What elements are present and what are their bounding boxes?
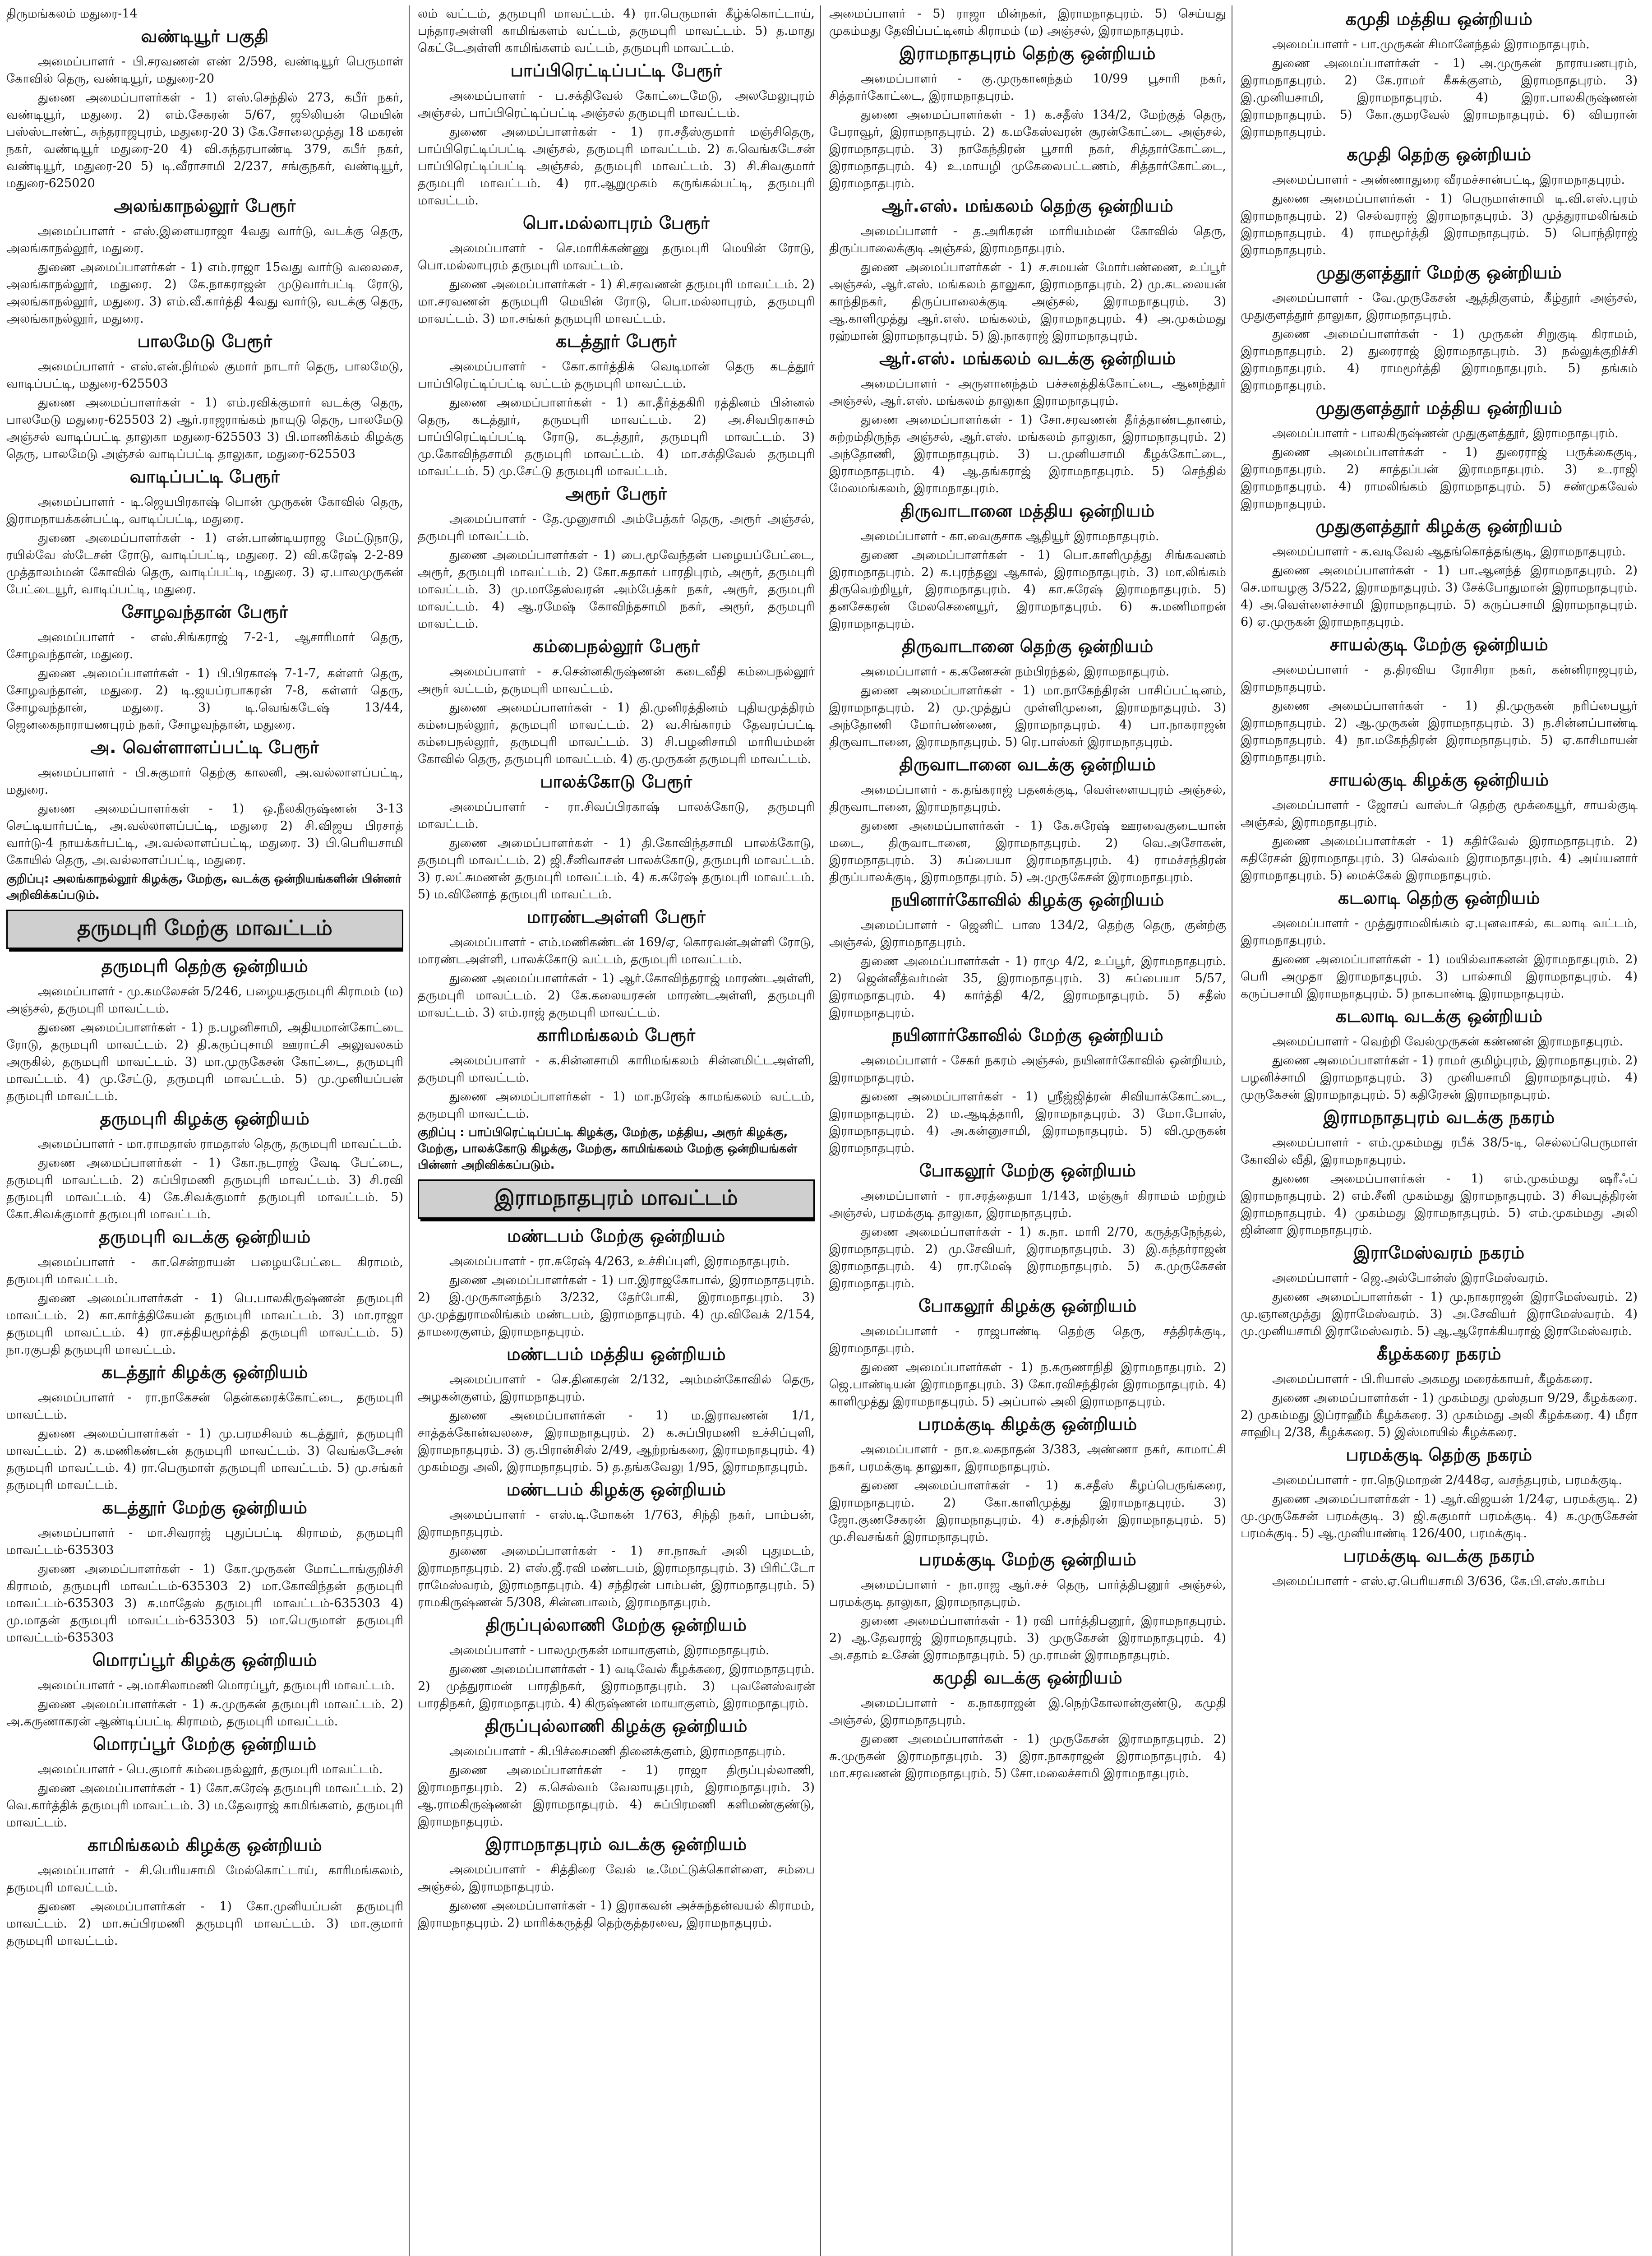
- member-paragraph: துணை அமைப்பாளர்கள் - 1) எஸ்.செந்தில் 273, கபீர் நகர், வண்டியூர், மதுரை. 2) எம்.சேகரன் 5/67, ஜூலியன் மெயின் பஸ்ஸ்டாண்ட், சுந்தராஜபுரம், மதுரை-20 3) கே.சோலைமுத்து 18 மகரன் நகர், வண்டியூர் மதுரை-20 4) வி.சுந்தரபாண்டி 379, கபீர் நகர், வண்டியூர், மதுரை-20 5) டி.வீராசாமி 2/237, சங்குநகர், வண்டியூர், மதுரை-625020: [6, 91, 403, 190]
- section-heading: கடத்தூர் பேரூர்: [556, 331, 677, 351]
- section-heading: காரிமங்கலம் பேரூர்: [537, 1025, 696, 1045]
- member-paragraph: அமைப்பாளர் - எஸ்.இளையராஜா 4வது வார்டு, வடக்கு தெரு, அலங்காநல்லூர், மதுரை.: [6, 224, 403, 255]
- section-heading: பாலக்கோடு பேரூர்: [540, 772, 692, 791]
- member-paragraph: அமைப்பாளர் - அருளானந்தம் பச்சனத்திக்கோட்டை, ஆனந்தூர் அஞ்சல், ஆர்.எஸ். மங்கலம் தாலுகா இராமநாதபுரம்.: [829, 377, 1226, 408]
- member-paragraph: அமைப்பாளர் - கோ.கார்த்திக் வெடிமான் தெரு கடத்தூர் பாப்பிரெட்டிப்பட்டி வட்டம் தருமபுரி மாவட்டம்.: [418, 360, 815, 391]
- member-paragraph: அமைப்பாளர் - பா.முருகன் சிமானேந்தல் இராமநாதபுரம்.: [1272, 37, 1590, 51]
- section-heading: முதுகுளத்தூர் கிழக்கு ஒன்றியம்: [1315, 516, 1563, 536]
- member-paragraph: துணை அமைப்பாளர்கள் - 1) மு.பரமசிவம் கடத்தூர், தருமபுரி மாவட்டம். 2) க.மணிகண்டன் தருமபுரி மாவட்டம். 3) வெங்கடேசன் தருமபுரி மாவட்டம். 4) ரா.பெருமாள் தருமபுரி மாவட்டம். 5) மு.சங்கர் தருமபுரி மாவட்டம்.: [6, 1427, 403, 1492]
- note-text: குறிப்பு : பாப்பிரெட்டிப்பட்டி கிழக்கு, மேற்கு, மத்திய, அரூர் கிழக்கு, மேற்கு, பாலக்கோடு கிழக்கு, மேற்கு, காமிங்கலம் மேற்கு ஒன்றியங்கள் பின்னர் அறிவிக்கப்படும்.: [418, 1126, 798, 1172]
- section-heading: பரமக்குடி மேற்கு ஒன்றியம்: [918, 1549, 1137, 1569]
- member-paragraph: துணை அமைப்பாளர்கள் - 1) பை.மூவேந்தன் பழையப்பேட்டை, அரூர், தருமபுரி மாவட்டம். 2) கோ.சுதாகர் பாரதிபுரம், அரூர், தருமபுரி மாவட்டம். 3) மு.மாதேஸ்வரன் அம்பேத்கர் நகர், அரூர், தருமபுரி மாவட்டம். 4) ஆ.ரமேஷ் கோவிந்தசாமி நகர், அரூர், தருமபுரி மாவட்டம்.: [418, 548, 815, 631]
- member-paragraph: அமைப்பாளர் - ஜெனிட் பாஸ 134/2, தெற்கு தெரு, குன்ற்கு அஞ்சல், இராமநாதபுரம்.: [829, 918, 1226, 949]
- member-paragraph: அமைப்பாளர் - கா.சென்றாயன் பழையபேட்டை கிராமம், தருமபுரி மாவட்டம்.: [6, 1255, 403, 1286]
- section-heading: போகலூர் மேற்கு ஒன்றியம்: [919, 1160, 1136, 1180]
- member-paragraph: அமைப்பாளர் - ரா.நாகேசன் தென்கரைக்கோட்டை, தருமபுரி மாவட்டம்.: [6, 1391, 403, 1422]
- member-paragraph: அமைப்பாளர் - பி.சரவணன் எண் 2/598, வண்டியூர் பெருமாள் கோவில் தெரு, வண்டியூர், மதுரை-20: [6, 55, 403, 86]
- member-paragraph: துணை அமைப்பாளர்கள் - 1) ராஜா திருப்புல்லாணி, இராமநாதபுரம். 2) க.செல்வம் வேலாயுதபுரம், இராமநாதபுரம். 3) ஆ.ராமகிருஷ்ணன் இராமநாதபுரம். 4) சுப்பிரமணி களிமண்குண்டு, இராமநாதபுரம்.: [418, 1763, 815, 1829]
- member-paragraph: துணை அமைப்பாளர்கள் - 1) பொ.காளிமுத்து சிங்கவனம் இராமநாதபுரம். 2) க.புரந்தனு ஆகால், இராமநாதபுரம். 3) மா.லிங்கம் திருவெற்றியூர், இராமநாதபுரம். 4) கா.சுரேஷ் இராமநாதபுரம். 5) தனசேகரன் மேலசெனையூர், இராமநாதபுரம். 6) சு.மணிமாறன் இராமநாதபுரம்.: [829, 548, 1226, 631]
- section-heading: இராமநாதபுரம் வடக்கு ஒன்றியம்: [485, 1834, 747, 1854]
- member-paragraph: துணை அமைப்பாளர்கள் - 1) கோ.நடராஜ் வேடி பேட்டை, தருமபுரி மாவட்டம். 2) சுப்பிரமணி தருமபுரி மாவட்டம். 3) சி.ரவி தருமபுரி மாவட்டம். 4) கே.சிவக்குமார் தருமபுரி மாவட்டம். 5) கோ.சிவக்குமார் தருமபுரி மாவட்டம்.: [6, 1156, 403, 1221]
- section-heading: தருமபுரி கிழக்கு ஒன்றியம்: [100, 1109, 310, 1128]
- section-heading: கடலாடி வடக்கு ஒன்றியம்: [1335, 1006, 1543, 1026]
- member-paragraph: துணை அமைப்பாளர்கள் - 1) மா.நாகேந்திரன் பாசிப்பட்டினம், இராமநாதபுரம். 2) மு.முத்துப் முள்ளிமுனை, இராமநாதபுரம். 3) அந்தோணி மோர்பண்ணை, இராமநாதபுரம். 4) பா.நாகராஜன் திருவாடானை, இராமநாதபுரம். 5) ரெ.பாஸ்கர் இராமநாதபுரம்.: [829, 684, 1226, 749]
- district-banner: தருமபுரி மேற்கு மாவட்டம்: [6, 910, 403, 949]
- member-paragraph: துணை அமைப்பாளர்கள் - 1) ந.பழனிசாமி, அதியமான்கோட்டை ரோடு, தருமபுரி மாவட்டம். 2) தி.கருப்புசாமி ஊராட்சி அலுவலகம் அருகில், தருமபுரி மாவட்டம். 3) மா.முருகேசன் கோட்டை, தருமபுரி மாவட்டம். 4) மு.சேட்டு, தருமபுரி மாவட்டம். 5) மு.முனியப்பன் தருமபுரி மாவட்டம்.: [6, 1021, 403, 1103]
- section-heading: கடலாடி தெற்கு ஒன்றியம்: [1338, 888, 1540, 908]
- member-paragraph: அமைப்பாளர் - முத்துராமலிங்கம் ஏ.புனவாசல், கடலாடி வட்டம், இராமநாதபுரம்.: [1241, 916, 1638, 948]
- member-paragraph: துணை அமைப்பாளர்கள் - 1) எம்.முகம்மது ஷரீஃப் இராமநாதபுரம். 2) எம்.சீனி முகம்மது இராமநாதபுரம். 3) சிவபுத்திரன் இராமநாதபுரம். 4) முகம்மது இராமநாதபுரம். 5) எம்.முகம்மது அலி ஜின்னா இராமநாதபுரம்.: [1241, 1172, 1638, 1237]
- member-paragraph: அமைப்பாளர் - எஸ்.ஏ.பெரியசாமி 3/636, கே.பி.எஸ்.காம்ப: [1272, 1574, 1605, 1588]
- column-4: [1241, 5, 1638, 2256]
- member-paragraph: அமைப்பாளர் - எஸ்.என்.நிர்மல் குமார் நாடார் தெரு, பாலமேடு, வாடிப்பட்டி, மதுரை-625503: [6, 360, 403, 391]
- member-paragraph: துணை அமைப்பாளர்கள் - 1) மா.நரேஷ் காமங்கலம் வட்டம், தருமபுரி மாவட்டம்.: [418, 1090, 815, 1121]
- member-paragraph: துணை அமைப்பாளர்கள் - 1) தி.முனிரத்தினம் புதியமுத்திரம் கம்பைநல்லூர், தருமபுரி மாவட்டம். 2) வ.சிங்காரம் தேவரப்பட்டி கம்பைநல்லூர், தருமபுரி மாவட்டம். 3) சி.பழனிசாமி மாரியம்மன் கோவில் தெரு, தருமபுரி மாவட்டம். 4) கு.முருகன் தருமபுரி மாவட்டம்.: [418, 701, 815, 766]
- member-paragraph: துணை அமைப்பாளர்கள் - 1) ச.சமயன் மோர்பண்ணை, உப்பூர் அஞ்சல், ஆர்.எஸ். மங்கலம் தாலுகா, இராமநாதபுரம். 2) மு.கடலையன் காந்திநகர், திருப்பாலைக்குடி அஞ்சல், இராமநாதபுரம். 3) ஆ.காளிமுத்து ஆர்.எஸ். மங்கலம், இராமநாதபுரம். 4) அ.முகம்மது ரஹ்மான் இராமநாதபுரம். 5) இ.நாகராஜ் இராமநாதபுரம்.: [829, 260, 1226, 343]
- member-paragraph: அமைப்பாளர் - ச.சென்னகிருஷ்ணன் கடைவீதி கம்பைநல்லூர் அரூர் வட்டம், தருமபுரி மாவட்டம்.: [418, 665, 815, 696]
- section-heading: அரூர் பேரூர்: [565, 484, 667, 504]
- member-paragraph: துணை அமைப்பாளர்கள் - 1) சு.நா. மாரி 2/70, கருத்தநேந்தல், இராமநாதபுரம். 2) மு.சேவியர், இராமநாதபுரம். 3) இ.சுந்தர்ராஜன் இராமநாதபுரம். 4) ரா.ரமேஷ் இராமநாதபுரம். 5) க.முருகேசன் இராமநாதபுரம்.: [829, 1225, 1226, 1290]
- section-heading: பரமக்குடி தெற்கு நகரம்: [1346, 1445, 1532, 1465]
- member-paragraph: அமைப்பாளர் - எஸ்.சிங்கராஜ் 7-2-1, ஆசாரிமார் தெரு, சோழவந்தான், மதுரை.: [6, 630, 403, 661]
- member-paragraph: அமைப்பாளர் - வே.முருகேசன் ஆத்திகுளம், கீழ்தூர் அஞ்சல், முதுகுளத்தூர் தாலுகா, இராமநாதபுரம்.: [1241, 291, 1638, 322]
- member-paragraph: துணை அமைப்பாளர்கள் - 1) ஸ்ரீஜ்ஜித்ரன் சிவியாக்கோட்டை, இராமநாதபுரம். 2) ம.ஆடித்தாரி, இராமநாதபுரம். 3) மோ.போஸ், இராமநாதபுரம். 4) அ.கன்னுசாமி, இராமநாதபுரம். 5) வி.முருகன் இராமநாதபுரம்.: [829, 1090, 1226, 1155]
- member-paragraph: அமைப்பாளர் - ராஜபாண்டி தெற்கு தெரு, சத்திரக்குடி, இராமநாதபுரம்.: [829, 1324, 1226, 1355]
- member-paragraph: துணை அமைப்பாளர்கள் - 1) முகம்மது முஸ்தபா 9/29, கீழக்கரை. 2) முகம்மது இப்ராஹீம் கீழக்கரை. 3) முகம்மது அலி கீழக்கரை. 4) மீரா சாஹிபு 2/38, கீழக்கரை. 5) இஸ்மாயில் கீழக்கரை.: [1241, 1391, 1638, 1439]
- district-banner: இராமநாதபுரம் மாவட்டம்: [418, 1179, 815, 1219]
- section-heading: முதுகுளத்தூர் மேற்கு ஒன்றியம்: [1316, 263, 1562, 282]
- section-heading: கம்பைநல்லூர் பேரூர்: [532, 636, 700, 656]
- member-paragraph: துணை அமைப்பாளர்கள் - 1) முருகேசன் இராமநாதபுரம். 2) சு.முருகன் இராமநாதபுரம். 3) இரா.நாகராஜன் இராமநாதபுரம். 4) மா.சரவணன் இராமநாதபுரம். 5) சோ.மலைச்சாமி இராமநாதபுரம்.: [829, 1732, 1226, 1780]
- section-heading: இராமேஸ்வரம் நகரம்: [1353, 1243, 1525, 1262]
- member-paragraph: துணை அமைப்பாளர்கள் - 1) ஆர்.கோவிந்தராஜ் மாரண்டஅள்ளி, தருமபுரி மாவட்டம். 2) கே.கலையரசன் மாரண்டஅள்ளி, தருமபுரி மாவட்டம். 3) எம்.ராஜ் தருமபுரி மாவட்டம்.: [418, 971, 815, 1020]
- column-divider: [409, 5, 410, 2256]
- section-heading: முதுகுளத்தூர் மத்திய ஒன்றியம்: [1315, 398, 1563, 418]
- member-paragraph: அமைப்பாளர் - க.சின்னசாமி காரிமங்கலம் சின்னமிட்டஅள்ளி, தருமபுரி மாவட்டம்.: [418, 1054, 815, 1085]
- member-paragraph: துணை அமைப்பாளர்கள் - 1) கோ.முனியப்பன் தருமபுரி மாவட்டம். 2) மா.சுப்பிரமணி தருமபுரி மாவட்டம். 3) மா.குமார் தருமபுரி மாவட்டம்.: [6, 1900, 403, 1948]
- section-heading: நயினார்கோவில் கிழக்கு ஒன்றியம்: [891, 890, 1164, 910]
- member-paragraph: துணை அமைப்பாளர்கள் - 1) முருகன் சிறுகுடி கிராமம், இராமநாதபுரம். 2) துரைராஜ் இராமநாதபுரம். 3) நல்லுக்குறிச்சி இராமநாதபுரம். 4) ராமமூர்த்தி இராமநாதபுரம். 5) தங்கம் இராமநாதபுரம்.: [1241, 327, 1638, 393]
- member-paragraph: துணை அமைப்பாளர்கள் - 1) மயில்வாகனன் இராமநாதபுரம். 2) பெரி அமுதா இராமநாதபுரம். 3) பால்சாமி இராமநாதபுரம். 4) கருப்பசாமி இராமநாதபுரம். 5) நாகபாண்டி இராமநாதபுரம்.: [1241, 952, 1638, 1001]
- member-paragraph: துணை அமைப்பாளர்கள் - 1) வடிவேல் கீழக்கரை, இராமநாதபுரம். 2) முத்துராமன் பாரதிநகர், இராமநாதபுரம். 3) புவனேஸ்வரன் பாரதிநகர், இராமநாதபுரம். 4) கிருஷ்ணன் மாயாகுளம், இராமநாதபுரம்.: [418, 1662, 815, 1710]
- member-paragraph: அமைப்பாளர் - சி.பெரியசாமி மேல்கொட்டாய், காரிமங்கலம், தருமபுரி மாவட்டம்.: [6, 1863, 403, 1895]
- section-heading: பரமக்குடி வடக்கு நகரம்: [1343, 1546, 1535, 1566]
- member-paragraph: அமைப்பாளர் - பி.ரியாஸ் அகமது மரைக்காயர், கீழக்கரை.: [1272, 1372, 1593, 1386]
- member-paragraph: துணை அமைப்பாளர்கள் - 1) கதிர்வேல் இராமநாதபுரம். 2) கதிரேசன் இராமநாதபுரம். 3) செல்வம் இராமநாதபுரம். 4) அய்யனார் இராமநாதபுரம். 5) மைக்கேல் இராமநாதபுரம்.: [1241, 834, 1638, 883]
- section-heading: திருவாடானை தெற்கு ஒன்றியம்: [902, 636, 1154, 656]
- section-heading: சாயல்குடி மேற்கு ஒன்றியம்: [1329, 634, 1549, 654]
- section-heading: கமுதி தெற்கு ஒன்றியம்: [1347, 144, 1532, 164]
- member-paragraph: அமைப்பாளர் - மா.ராமதாஸ் ராமதாஸ் தெரு, தருமபுரி மாவட்டம்.: [38, 1137, 402, 1151]
- member-paragraph: துணை அமைப்பாளர்கள் - 1) எம்.ரவிக்குமார் வடக்கு தெரு, பாலமேடு மதுரை-625503 2) ஆர்.ராஜராங்கம் நாயுடு தெரு, பாலமேடு அஞ்சல் வாடிப்பட்டி தாலுகா மதுரை-625503 3) பி.மாணிக்கம் கிழக்கு தெரு, பாலமேடு அஞ்சல் வாடிப்பட்டி தாலுகா, மதுரை-625503: [6, 396, 403, 461]
- section-heading: கடத்தூர் கிழக்கு ஒன்றியம்: [102, 1362, 308, 1382]
- section-heading: திருவாடானை வடக்கு ஒன்றியம்: [899, 754, 1156, 774]
- member-paragraph: துணை அமைப்பாளர்கள் - 1) பெருமாள்சாமி டி.வி.எஸ்.புரம் இராமநாதபுரம். 2) செல்வராஜ் இராமநாதபுரம். 3) முத்துராமலிங்கம் இராமநாதபுரம். 4) ராமமூர்த்தி இராமநாதபுரம். 5) பொந்திராஜ் இராமநாதபுரம்.: [1241, 192, 1638, 257]
- member-paragraph: துணை அமைப்பாளர்கள் - 1) ராமு 4/2, உப்பூர், இராமநாதபுரம். 2) ஜென்னீத்வர்மன் 35, இராமநாதபுரம். 3) சுப்பையா 5/57, இராமநாதபுரம். 4) கார்த்தி 4/2, இராமநாதபுரம். 5) சதீஸ் இராமநாதபுரம்.: [829, 954, 1226, 1020]
- section-heading: திருப்புல்லாணி மேற்கு ஒன்றியம்: [485, 1615, 747, 1635]
- section-heading: அ. வெள்ளாளப்பட்டி பேரூர்: [90, 737, 319, 757]
- section-heading: பரமக்குடி கிழக்கு ஒன்றியம்: [918, 1414, 1137, 1434]
- member-paragraph: துணை அமைப்பாளர்கள் - 1) பெ.பாலகிருஷ்ணன் தருமபுரி மாவட்டம். 2) கா.கார்த்திகேயன் தருமபுரி மாவட்டம். 3) மா.ராஜா தருமபுரி மாவட்டம். 4) ரா.சத்தியமூர்த்தி தருமபுரி மாவட்டம். 5) நா.ரகுபதி தருமபுரி மாவட்டம்.: [6, 1291, 403, 1357]
- member-paragraph: அமைப்பாளர் - சேகர் நகரம் அஞ்சல், நயினார்கோவில் ஒன்றியம், இராமநாதபுரம்.: [829, 1054, 1226, 1085]
- column-2: [418, 5, 815, 2256]
- member-paragraph: துணை அமைப்பாளர்கள் - 1) கோ.முருகன் மோட்டாங்குறிச்சி கிராமம், தருமபுரி மாவட்டம்-635303 2) மா.கோவிந்தன் தருமபுரி மாவட்டம்-635303 3) சு.மாதேஸ் தருமபுரி மாவட்டம்-635303 4) மு.மாதன் தருமபுரி மாவட்டம்-635303 5) மா.பெருமாள் தருமபுரி மாவட்டம்-635303: [6, 1562, 403, 1645]
- section-heading: பாப்பிரெட்டிப்பட்டி பேரூர்: [510, 60, 722, 80]
- column-1: [6, 5, 403, 2256]
- section-heading: ஆர்.எஸ். மங்கலம் வடக்கு ஒன்றியம்: [879, 348, 1176, 368]
- member-paragraph: அமைப்பாளர் - பெ.குமார் கம்பைநல்லூர், தருமபுரி மாவட்டம்.: [38, 1762, 383, 1776]
- section-heading: கீழக்கரை நகரம்: [1376, 1344, 1502, 1364]
- section-heading: சாயல்குடி கிழக்கு ஒன்றியம்: [1329, 770, 1549, 790]
- member-paragraph: துணை அமைப்பாளர்கள் - 1) அ.முருகன் நாராயணபுரம், இராமநாதபுரம். 2) கே.ராமர் கீசுக்குளம், இராமநாதபுரம். 3) இ.முனியசாமி, இராமநாதபுரம். 4) இரா.பாலகிருஷ்ணன் இராமநாதபுரம். 5) கோ.குமரவேல் இராமநாதபுரம். 6) வியரான் இராமநாதபுரம்.: [1241, 56, 1638, 139]
- member-paragraph: அமைப்பாளர் - ப.சக்திவேல் கோட்டைமேடு, அலமேலுபுரம் அஞ்சல், பாப்பிரெட்டிப்பட்டி அஞ்சல் தருமபுரி மாவட்டம்.: [418, 89, 815, 120]
- member-paragraph: அமைப்பாளர் - த.திரவிய ரோசிரா நகர், கன்னிராஜபுரம், இராமநாதபுரம்.: [1241, 663, 1638, 694]
- section-heading: தருமபுரி வடக்கு ஒன்றியம்: [99, 1227, 311, 1247]
- section-heading: அலங்காநல்லூர் பேரூர்: [114, 196, 296, 216]
- member-paragraph: துணை அமைப்பாளர்கள் - 1) ரா.சதீஸ்குமார் மஞ்சிதெரு, பாப்பிரெட்டிப்பட்டி அஞ்சல், தருமபுரி மாவட்டம். 2) சு.வெங்கடேசன் பாப்பிரெட்டிப்பட்டி அஞ்சல், தருமபுரி மாவட்டம். 3) சி.சிவகுமார் தருமபுரி மாவட்டம். 4) ரா.ஆறுமுகம் கருங்கல்பட்டி, தருமபுரி மாவட்டம்.: [418, 125, 815, 208]
- section-heading: வாடிப்பட்டி பேரூர்: [129, 467, 280, 486]
- member-paragraph: அமைப்பாளர் - க.நாகராஜன் இ.நெற்கோலான்குண்டு, கமுதி அஞ்சல், இராமநாதபுரம்.: [829, 1696, 1226, 1727]
- member-paragraph: துணை அமைப்பாளர்கள் - 1) துரைராஜ் பருக்கைகுடி, இராமநாதபுரம். 2) சாத்தப்பன் இராமநாதபுரம். 3) உ.ராஜி இராமநாதபுரம். 4) ராமலிங்கம் இராமநாதபுரம். 5) சண்முகவேல் இராமநாதபுரம்.: [1241, 445, 1638, 511]
- member-paragraph: அமைப்பாளர் - மா.சிவராஜ் புதுப்பட்டி கிராமம், தருமபுரி மாவட்டம்-635303: [6, 1526, 403, 1557]
- member-paragraph: அமைப்பாளர் - ஜோசப் வாஸ்டர் தெற்கு மூக்கையூர், சாயல்குடி அஞ்சல், இராமநாதபுரம்.: [1241, 798, 1638, 829]
- member-paragraph: துணை அமைப்பாளர்கள் - 1) சி.சரவணன் தருமபுரி மாவட்டம். 2) மா.சரவணன் தருமபுரி மெயின் ரோடு, பொ.மல்லாபுரம், தருமபுரி மாவட்டம். 3) மா.சங்கர் தருமபுரி மாவட்டம்.: [418, 277, 815, 326]
- section-heading: மண்டபம் கிழக்கு ஒன்றியம்: [506, 1479, 726, 1499]
- section-heading: கமுதி வடக்கு ஒன்றியம்: [932, 1668, 1123, 1687]
- member-paragraph: அமைப்பாளர் - க.கணேசன் நம்பிரந்தல், இராமநாதபுரம்.: [861, 665, 1170, 679]
- member-paragraph: அமைப்பாளர் - நா.உலகநாதன் 3/383, அண்ணா நகர், காமாட்சி நகர், பரமக்குடி தாலுகா, இராமநாதபுரம்.: [829, 1442, 1226, 1474]
- member-paragraph: அமைப்பாளர் - பாலகிருஷ்ணன் முதுகுளத்தூர், இராமநாதபுரம்.: [1272, 426, 1619, 440]
- member-paragraph: அமைப்பாளர் - த.அரிகரன் மாரியம்மன் கோவில் தெரு, திருப்பாலைக்குடி அஞ்சல், இராமநாதபுரம்.: [829, 224, 1226, 255]
- member-paragraph: அமைப்பாளர் - கு.முருகானந்தம் 10/99 பூசாரி நகர், சித்தார்கோட்டை, இராமநாதபுரம்.: [829, 72, 1226, 103]
- member-paragraph: துணை அமைப்பாளர்கள் - 1) சோ.சரவணன் தீர்த்தாண்டதானம், சுற்றம்திருந்த அஞ்சல், ஆர்.எஸ். மங்கலம் தாலுகா, இராமநாதபுரம். 2) அந்தோணி, இராமநாதபுரம். 3) ப.முனியசாமி கீழக்கோட்டை, இராமநாதபுரம். 4) ஆ.தங்கராஜ் இராமநாதபுரம். 5) செந்தில் மேலமங்கலம், இராமநாதபுரம்.: [829, 413, 1226, 495]
- member-paragraph: துணை அமைப்பாளர்கள் - 1) க.சதீஸ் கீழப்பெருங்கரை, இராமநாதபுரம். 2) கோ.காளிமுத்து இராமநாதபுரம். 3) ஜோ.குணசேகரன் இராமநாதபுரம். 4) ச.சந்திரன் இராமநாதபுரம். 5) மு.சிவசங்கர் இராமநாதபுரம்.: [829, 1479, 1226, 1544]
- member-paragraph: அமைப்பாளர் - செ.மாரிக்கண்ணு தருமபுரி மெயின் ரோடு, பொ.மல்லாபுரம் தருமபுரி மாவட்டம்.: [418, 241, 815, 273]
- section-heading: மொரப்பூர் மேற்கு ஒன்றியம்: [93, 1734, 317, 1754]
- section-heading: திருப்புல்லாணி கிழக்கு ஒன்றியம்: [485, 1716, 748, 1736]
- section-heading: மொரப்பூர் கிழக்கு ஒன்றியம்: [92, 1650, 318, 1670]
- section-heading: போகலூர் கிழக்கு ஒன்றியம்: [918, 1296, 1137, 1316]
- section-heading: மண்டபம் மேற்கு ஒன்றியம்: [507, 1226, 725, 1246]
- member-paragraph: துணை அமைப்பாளர்கள் - 1) ந.கருணாநிதி இராமநாதபுரம். 2) ஜெ.பாண்டியன் இராமநாதபுரம். 3) கோ.ரவிசந்திரன் இராமநாதபுரம். 4) காளிமுத்து இராமநாதபுரம். 5) அப்பால் அலி இராமநாதபுரம்.: [829, 1360, 1226, 1409]
- section-heading: இராமநாதபுரம் வடக்கு நகரம்: [1323, 1107, 1555, 1127]
- member-paragraph: அமைப்பாளர் - அண்ணாதுரை வீரமச்சான்பட்டி, இராமநாதபுரம்.: [1272, 173, 1625, 187]
- member-paragraph: துணை அமைப்பாளர்கள் - 1) என்.பாண்டியராஜ மேட்டுநாடு, ரயில்வே ஸ்டேசன் ரோடு, வாடிப்பட்டி, மதுரை. 2) வி.கரேஷ் 2-2-89 முத்தாலம்மன் கோவில் தெரு, வாடிப்பட்டி, மதுரை. 3) ஏ.பாலமுருகன் பேட்டையூர், வாடிப்பட்டி, மதுரை.: [6, 531, 403, 596]
- member-paragraph: துணை அமைப்பாளர்கள் - 1) கோ.சுரேஷ் தருமபுரி மாவட்டம். 2) வெ.கார்த்திக் தருமபுரி மாவட்டம். 3) ம.தேவராஜ் காமிங்களம், தருமபுரி மாவட்டம்.: [6, 1781, 403, 1830]
- member-paragraph: துணை அமைப்பாளர்கள் - 1) ரவி பார்த்திபனூர், இராமநாதபுரம். 2) ஆ.தேவராஜ் இராமநாதபுரம். 3) முருகேசன் இராமநாதபுரம். 4) அ.சதாம் உசேன் இராமநாதபுரம். 5) மு.ராமன் இராமநாதபுரம்.: [829, 1614, 1226, 1662]
- member-paragraph: லம் வட்டம், தருமபுரி மாவட்டம். 4) ரா.பெருமாள் கீழ்க்கொட்டாய், பந்தாரஅள்ளி காமிங்களம் வட்டம், தருமபுரி மாவட்டம். 5) த.மாது கெட்டேஅள்ளி காமிங்களம் வட்டம், தருமபுரி மாவட்டம்.: [418, 7, 815, 55]
- member-paragraph: துணை அமைப்பாளர்கள் - 1) தி.முருகன் நரிப்பையூர் இராமநாதபுரம். 2) ஆ.முருகன் இராமநாதபுரம். 3) ந.சின்னப்பாண்டி இராமநாதபுரம். 4) நா.மகேந்திரன் இராமநாதபுரம். 5) ஏ.காசிமாயன் இராமநாதபுரம்.: [1241, 699, 1638, 764]
- member-paragraph: அமைப்பாளர் - கா.வைகுசாக ஆதியூர் இராமநாதபுரம்.: [861, 529, 1159, 543]
- section-heading: சோழவந்தான் பேரூர்: [121, 602, 288, 622]
- column-divider: [820, 5, 821, 2256]
- member-paragraph: அமைப்பாளர் - பி.சுகுமார் தெற்கு காலனி, அ.வல்லாளப்பட்டி, மதுரை.: [6, 766, 403, 797]
- section-heading: பொ.மல்லாபுரம் பேரூர்: [522, 213, 710, 233]
- section-heading: திருவாடானை மத்திய ஒன்றியம்: [900, 501, 1155, 521]
- member-paragraph: அமைப்பாளர் - ரா.நெடுமாறன் 2/448ஏ, வசந்தபுரம், பரமக்குடி.: [1272, 1473, 1622, 1487]
- member-paragraph: திருமங்கலம் மதுரை-14: [6, 7, 138, 21]
- member-paragraph: அமைப்பாளர் - பாலமுருகன் மாயாகுளம், இராமநாதபுரம்.: [449, 1643, 770, 1657]
- section-heading: இராமநாதபுரம் தெற்கு ஒன்றியம்: [899, 43, 1156, 63]
- member-paragraph: துணை அமைப்பாளர்கள் - 1) சா.நாகூர் அலி புதுமடம், இராமநாதபுரம். 2) எஸ்.ஜீ.ரவி மண்டபம், இராமநாதபுரம். 3) பிரிட்டோ ராமேஸ்வரம், இராமநாதபுரம். 4) சந்திரன் பாம்பன், இராமநாதபுரம். 5) ராமகிருஷ்ணன் 5/308, சின்னபாலம், இராமநாதபுரம்.: [418, 1544, 815, 1609]
- section-heading: மாரண்டஅள்ளி பேரூர்: [526, 907, 706, 927]
- member-paragraph: துணை அமைப்பாளர்கள் - 1) பா.இராஜகோபால், இராமநாதபுரம். 2) இ.முருகானந்தம் 3/232, தேர்போகி, இராமநாதபுரம். 3) மு.முத்துராமலிங்கம் மண்டபம், இராமநாதபுரம். 4) மு.விவேக் 2/154, தாமரைகுளம், இராமநாதபுரம்.: [418, 1273, 815, 1339]
- member-paragraph: துணை அமைப்பாளர்கள் - 1) பி.பிரகாஷ் 7-1-7, கள்ளர் தெரு, சோழவந்தான், மதுரை. 2) டி.ஜயப்ரபாகரன் 7-8, கள்ளர் தெரு, சோழவந்தான், மதுரை. 3) டி.வெங்கடேஷ் 13/44, ஜெனகைநாராயணபுரம் நகர், சோழவந்தான், மதுரை.: [6, 666, 403, 732]
- member-paragraph: அமைப்பாளர் - டி.ஜெயபிரகாஷ் பொன் முருகன் கோவில் தெரு, இராமநாயக்கன்பட்டி, வாடிப்பட்டி, மதுரை.: [6, 495, 403, 526]
- member-paragraph: துணை அமைப்பாளர்கள் - 1) எம்.ராஜா 15வது வார்டு வலைசை, அலங்காநல்லூர், மதுரை. 2) கே.நாகராஜன் முடுவார்பட்டி ரோடு, அலங்காநல்லூர், மதுரை. 3) எம்.வீ.கார்த்தி 4வது வார்டு, வடக்கு தெரு, அலங்காநல்லூர், மதுரை.: [6, 260, 403, 326]
- section-heading: மண்டபம் மத்திய ஒன்றியம்: [506, 1344, 726, 1364]
- section-heading: காமிங்கலம் கிழக்கு ஒன்றியம்: [87, 1835, 323, 1855]
- member-paragraph: துணை அமைப்பாளர்கள் - 1) கா.தீர்த்தகிரி ரத்தினம் பின்னல் தெரு, கடத்தூர், தருமபுரி மாவட்டம். 2) அ.சிவபிரகாசம் பாப்பிரெட்டிப்பட்டி ரோடு, கடத்தூர், தருமபுரி மாவட்டம். 3) மு.கோவிந்தசாமி தருமபுரி மாவட்டம். 4) மா.சக்திவேல் தருமபுரி மாவட்டம். 5) மு.சேட்டு தருமபுரி மாவட்டம்.: [418, 396, 815, 478]
- member-paragraph: அமைப்பாளர் - எஸ்.டி.மோகன் 1/763, சிந்தி நகர், பாம்பன், இராமநாதபுரம்.: [418, 1508, 815, 1539]
- member-paragraph: அமைப்பாளர் - வெற்றி வேல்முருகன் கண்ணன் இராமநாதபுரம்.: [1272, 1035, 1623, 1049]
- member-paragraph: துணை அமைப்பாளர்கள் - 1) தி.கோவிந்தசாமி பாலக்கோடு, தருமபுரி மாவட்டம். 2) ஜி.சீனிவாசன் பாலக்கோடு, தருமபுரி மாவட்டம். 3) ர.லட்சுமணன் தருமபுரி மாவட்டம். 4) க.சுரேஷ் தருமபுரி மாவட்டம். 5) ம.வினோத் தருமபுரி மாவட்டம்.: [418, 836, 815, 901]
- section-heading: கமுதி மத்திய ஒன்றியம்: [1345, 9, 1533, 29]
- member-paragraph: அமைப்பாளர் - க.தங்கராஜ் பதனக்குடி, வெள்ளையபுரம் அஞ்சல், திருவாடானை, இராமநாதபுரம்.: [829, 783, 1226, 814]
- member-paragraph: துணை அமைப்பாளர்கள் - 1) ஆர்.விஜயன் 1/24ஏ, பரமக்குடி. 2) மு.முருகேசன் பரமக்குடி. 3) ஜி.சுகுமார் பரமக்குடி. 4) க.முருகேசன் பரமக்குடி. 5) ஆ.முனியாண்டி 126/400, பரமக்குடி.: [1241, 1492, 1638, 1540]
- note-text: குறிப்பு: அலங்காநல்லூர் கிழக்கு, மேற்கு, வடக்கு ஒன்றியங்களின் பின்னர் அறிவிக்கப்படும்.: [6, 872, 401, 902]
- member-paragraph: அமைப்பாளர் - எம்.மணிகண்டன் 169/ஏ, கொரவன்அள்ளி ரோடு, மாரண்டஅள்ளி, பாலக்கோடு வட்டம், தருமபுரி மாவட்டம்.: [418, 935, 815, 966]
- member-paragraph: துணை அமைப்பாளர்கள் - 1) ராமர் குமிழ்புரம், இராமநாதபுரம். 2) பழனிச்சாமி இராமநாதபுரம். 3) முனியசாமி இராமநாதபுரம். 4) முருகேசன் இராமநாதபுரம். 5) கதிரேசன் இராமநாதபுரம்.: [1241, 1054, 1638, 1102]
- member-paragraph: துணை அமைப்பாளர்கள் - 1) மு.நாகராஜன் இராமேஸ்வரம். 2) மு.ஞானமுத்து இராமேஸ்வரம். 3) அ.சேவியர் இராமேஸ்வரம். 4) மு.முனியசாமி இராமேஸ்வரம். 5) ஆ.ஆரோக்கியராஜ் இராமேஸ்வரம்.: [1241, 1290, 1638, 1338]
- section-heading: வண்டியூர் பகுதி: [141, 26, 269, 46]
- member-paragraph: துணை அமைப்பாளர்கள் - 1) சு.முருகன் தருமபுரி மாவட்டம். 2) அ.கருணாகரன் ஆண்டிப்பட்டி கிராமம், தருமபுரி மாவட்டம்.: [6, 1697, 403, 1729]
- member-paragraph: அமைப்பாளர் - ரா.சரத்தையா 1/143, மஞ்சூர் கிராமம் மற்றும் அஞ்சல், பரமக்குடி தாலுகா, இராமநாதபுரம்.: [829, 1189, 1226, 1220]
- member-paragraph: அமைப்பாளர் - 5) ராஜா மின்நகர், இராமநாதபுரம். 5) செய்யது முகம்மது தேவிப்பட்டினம் கிராமம் (ம) அஞ்சல், இராமநாதபுரம்.: [829, 7, 1226, 38]
- member-paragraph: அமைப்பாளர் - நா.ராஜ ஆர்.சச் தெரு, பார்த்திபனூர் அஞ்சல், பரமக்குடி தாலுகா, இராமநாதபுரம்.: [829, 1578, 1226, 1609]
- member-paragraph: அமைப்பாளர் - தே.முனுசாமி அம்பேத்கர் தெரு, அரூர் அஞ்சல், தருமபுரி மாவட்டம்.: [418, 512, 815, 543]
- member-paragraph: அமைப்பாளர் - அ.மாசிலாமணி மொரப்பூர், தருமபுரி மாவட்டம்.: [38, 1678, 395, 1692]
- section-heading: நயினார்கோவில் மேற்கு ஒன்றியம்: [891, 1025, 1164, 1045]
- member-paragraph: துணை அமைப்பாளர்கள் - 1) ம.இராவணன் 1/1, சாத்தக்கோன்வலசை, இராமநாதபுரம். 2) க.சுப்பிரமணி உச்சிப்புளி, இராமநாதபுரம். 3) கு.பிரான்சிஸ் 2/49, ஆற்றங்கரை, இராமநாதபுரம். 4) முகம்மது அலி, இராமநாதபுரம். 5) த.தங்கவேலு 1/95, இராமநாதபுரம்.: [418, 1409, 815, 1474]
- column-3: [829, 5, 1226, 2256]
- member-paragraph: துணை அமைப்பாளர்கள் - 1) பா.ஆனந்த் இராமநாதபுரம். 2) செ.மாயழகு 3/522, இராமநாதபுரம். 3) சேக்போதுமான் இராமநாதபுரம். 4) அ.வெள்ளைச்சாமி இராமநாதபுரம். 5) கருப்பசாமி இராமநாதபுரம். 6) ஏ.முருகன் இராமநாதபுரம்.: [1241, 564, 1638, 629]
- member-paragraph: துணை அமைப்பாளர்கள் - 1) இராகவன் அச்சுந்தன்வயல் கிராமம், இராமநாதபுரம். 2) மாரிக்கருத்தி தெற்குத்தரவை, இராமநாதபுரம்.: [418, 1899, 815, 1930]
- section-heading: தருமபுரி தெற்கு ஒன்றியம்: [101, 956, 309, 976]
- member-paragraph: அமைப்பாளர் - கி.பிச்சைமணி தினைக்குளம், இராமநாதபுரம்.: [449, 1744, 786, 1758]
- section-heading: பாலமேடு பேரூர்: [137, 331, 272, 351]
- member-paragraph: அமைப்பாளர் - செ.தினகரன் 2/132, அம்மன்கோவில் தெரு, அழகன்குளம், இராமநாதபுரம்.: [418, 1373, 815, 1404]
- section-heading: கடத்தூர் மேற்கு ஒன்றியம்: [102, 1498, 308, 1517]
- member-paragraph: அமைப்பாளர் - ரா.சுரேஷ் 4/263, உச்சிப்புளி, இராமநாதபுரம்.: [449, 1254, 790, 1268]
- member-paragraph: அமைப்பாளர் - சித்திரை வேல் டீ.மேட்டுக்கொள்ளை, சம்பை அஞ்சல், இராமநாதபுரம்.: [418, 1863, 815, 1894]
- member-paragraph: அமைப்பாளர் - மு.கமலேசன் 5/246, பழையதருமபுரி கிராமம் (ம) அஞ்சல், தருமபுரி மாவட்டம்.: [6, 985, 403, 1016]
- member-paragraph: அமைப்பாளர் - க.வடிவேல் ஆதங்கொத்தங்குடி, இராமநாதபுரம்.: [1272, 545, 1626, 559]
- member-paragraph: அமைப்பாளர் - எம்.முகம்மது ரபீக் 38/5-டி, செல்லப்பெருமாள் கோவில் வீதி, இராமநாதபுரம்.: [1241, 1136, 1638, 1167]
- member-paragraph: அமைப்பாளர் - ரா.சிவப்பிரகாஷ் பாலக்கோடு, தருமபுரி மாவட்டம்.: [418, 800, 815, 831]
- member-paragraph: துணை அமைப்பாளர்கள் - 1) க.சதீஸ் 134/2, மேற்குத் தெரு, பேராவூர், இராமநாதபுரம். 2) க.மகேஸ்வரன் சூரன்கோட்டை அஞ்சல், இராமநாதபுரம். 3) நாகேந்திரன் பூசாரி நகர், சித்தார்கோட்டை, இராமநாதபுரம். 4) உ.மாயழி முகேலைபட்டணம், சித்தார்கோட்டை, இராமநாதபுரம்.: [829, 108, 1226, 190]
- member-paragraph: துணை அமைப்பாளர்கள் - 1) கே.சுரேஷ் ஊரவைகுடையான் மடை, திருவாடானை, இராமநாதபுரம். 2) வெ.அசோகன், இராமநாதபுரம். 3) சுப்பையா இராமநாதபுரம். 4) ராமச்சந்திரன் திருப்பாலக்குடி, இராமநாதபுரம். 5) அ.முருகேசன் இராமநாதபுரம்.: [829, 819, 1226, 884]
- member-paragraph: அமைப்பாளர் - ஜெ.அல்போன்ஸ் இராமேஸ்வரம்.: [1272, 1271, 1549, 1285]
- section-heading: ஆர்.எஸ். மங்கலம் தெற்கு ஒன்றியம்: [881, 196, 1174, 216]
- member-paragraph: துணை அமைப்பாளர்கள் - 1) ஒ.நீலகிருஷ்ணன் 3-13 செட்டியார்பட்டி, அ.வல்லாளப்பட்டி, மதுரை 2) சி.விஜய பிரசாத் வார்டு-4 நாயக்கர்பட்டி, அ.வல்லாளப்பட்டி, மதுரை. 3) பி.பெரியசாமி கோயில் தெரு, அ.வல்லாளப்பட்டி, மதுரை.: [6, 802, 403, 867]
